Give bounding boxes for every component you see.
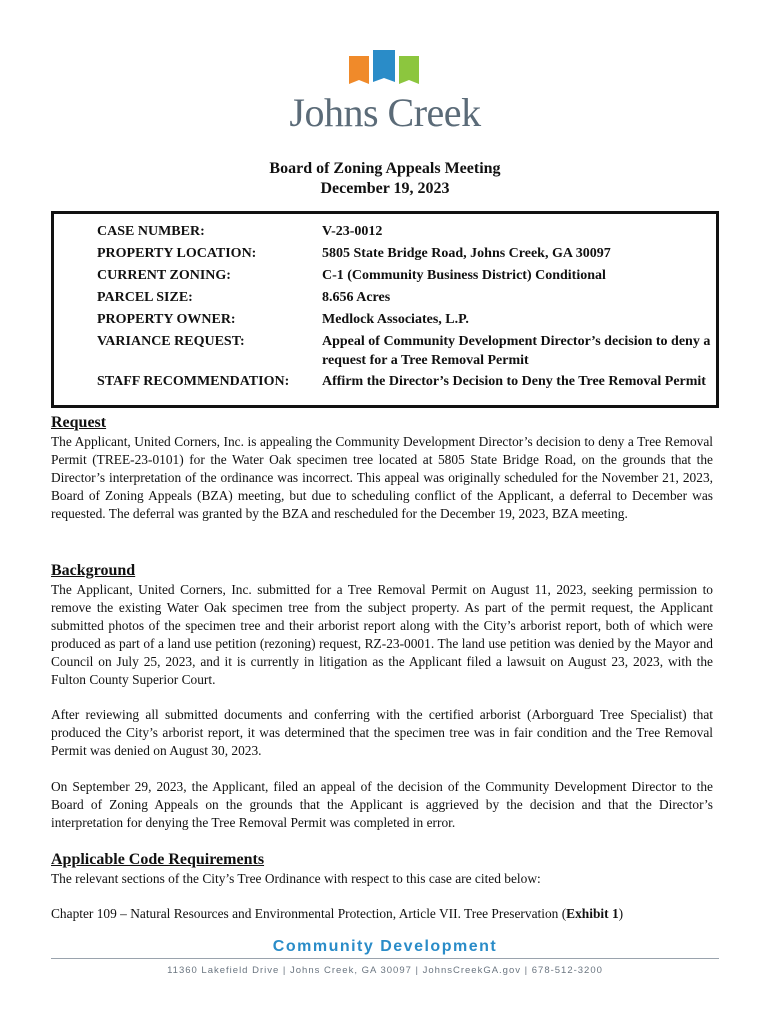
meeting-date: December 19, 2023 <box>320 180 450 197</box>
footer-divider <box>51 958 719 959</box>
johns-creek-logo <box>285 50 485 140</box>
case-value: 5805 State Bridge Road, Johns Creek, GA 30097 <box>322 246 611 261</box>
code-heading: Applicable Code Requirements <box>51 851 265 868</box>
case-value: 8.656 Acres <box>322 290 391 305</box>
code-chapter-citation <box>51 905 713 923</box>
case-value: Medlock Associates, L.P. <box>322 312 469 327</box>
case-label: PROPERTY LOCATION: <box>97 246 257 261</box>
logo-green-banner <box>399 56 419 84</box>
case-label: STAFF RECOMMENDATION: <box>97 374 290 389</box>
footer-contact: 11360 Lakefield Drive | Johns Creek, GA 30097 | JohnsCreekGA.gov | 678-512-3200 <box>167 965 603 976</box>
request-heading: Request <box>51 414 107 431</box>
exhibit-reference: Exhibit 1 <box>566 906 619 921</box>
case-value: V-23-0012 <box>322 224 383 239</box>
case-label: VARIANCE REQUEST: <box>97 334 245 349</box>
code-intro: The relevant sections of the City’s Tree Ordinance with respect to this case are cited below: <box>51 871 541 886</box>
logo-wordmark: Johns Creek <box>289 90 481 135</box>
case-value: Affirm the Director’s Decision to Deny the Tree Removal Permit <box>322 374 706 389</box>
logo-banner-icon <box>349 50 419 90</box>
logo-orange-banner <box>349 56 369 84</box>
background-paragraph-1: The Applicant, United Corners, Inc. submitted for a Tree Removal Permit on August 11, 2023, seeking permission to remove the existing Water Oak specimen tree from the subject property. As part of the permit request, the Applicant submitted photos of the specimen tree and their arborist report along with the City’s arborist report, both of which were produced as part of a land use petition (rezoning) request, RZ-23-0001. The land use petition was denied by the Mayor and Council on July 25, 2023, and it is currently in litigation as the Applicant filed a lawsuit on August 23, 2023, with the Fulton County Superior Court. <box>51 582 713 687</box>
background-paragraph-3: On September 29, 2023, the Applicant, filed an appeal of the decision of the Community Development Director to the Board of Zoning Appeals on the grounds that the Applicant is aggrieved by the decision and that the Director’s interpretation for denying the Tree Removal Permit was completed in error. <box>51 779 713 830</box>
logo-blue-banner <box>373 50 395 82</box>
case-label: PARCEL SIZE: <box>97 290 193 305</box>
background-paragraph-2: After reviewing all submitted documents and conferring with the certified arborist (Arborguard Tree Specialist) that produced the City’s arborist report, it was determined that the specimen tree was in fair condition and the Tree Removal Permit was denied on August 30, 2023. <box>51 707 713 758</box>
case-summary-box <box>51 211 719 408</box>
case-value: Appeal of Community Development Director’s decision to deny a request for a Tree Removal Permit <box>322 334 711 368</box>
case-label: CURRENT ZONING: <box>97 268 231 283</box>
request-paragraph: The Applicant, United Corners, Inc. is appealing the Community Development Director’s decision to deny a Tree Removal Permit (TREE-23-0101) for the Water Oak specimen tree located at 5805 State Bridge Road, on the grounds that the Director’s interpretation of the ordinance was incorrect. This appeal was originally scheduled for the November 21, 2023, Board of Zoning Appeals (BZA) meeting, but due to scheduling conflict of the Applicant, a deferral to December was requested. The deferral was granted by the BZA and rescheduled for the December 19, 2023, BZA meeting. <box>51 434 713 521</box>
chapter-close: ) <box>618 906 624 921</box>
case-label: PROPERTY OWNER: <box>97 312 236 327</box>
case-label: CASE NUMBER: <box>97 224 205 239</box>
meeting-title-block <box>0 159 770 199</box>
footer-department: Community Development <box>272 938 498 955</box>
meeting-title: Board of Zoning Appeals Meeting <box>269 160 501 177</box>
background-heading: Background <box>51 562 136 579</box>
case-value: C-1 (Community Business District) Conditional <box>322 268 606 283</box>
chapter-text: Chapter 109 – Natural Resources and Environmental Protection, Article VII. Tree Preservation ( <box>51 906 567 921</box>
